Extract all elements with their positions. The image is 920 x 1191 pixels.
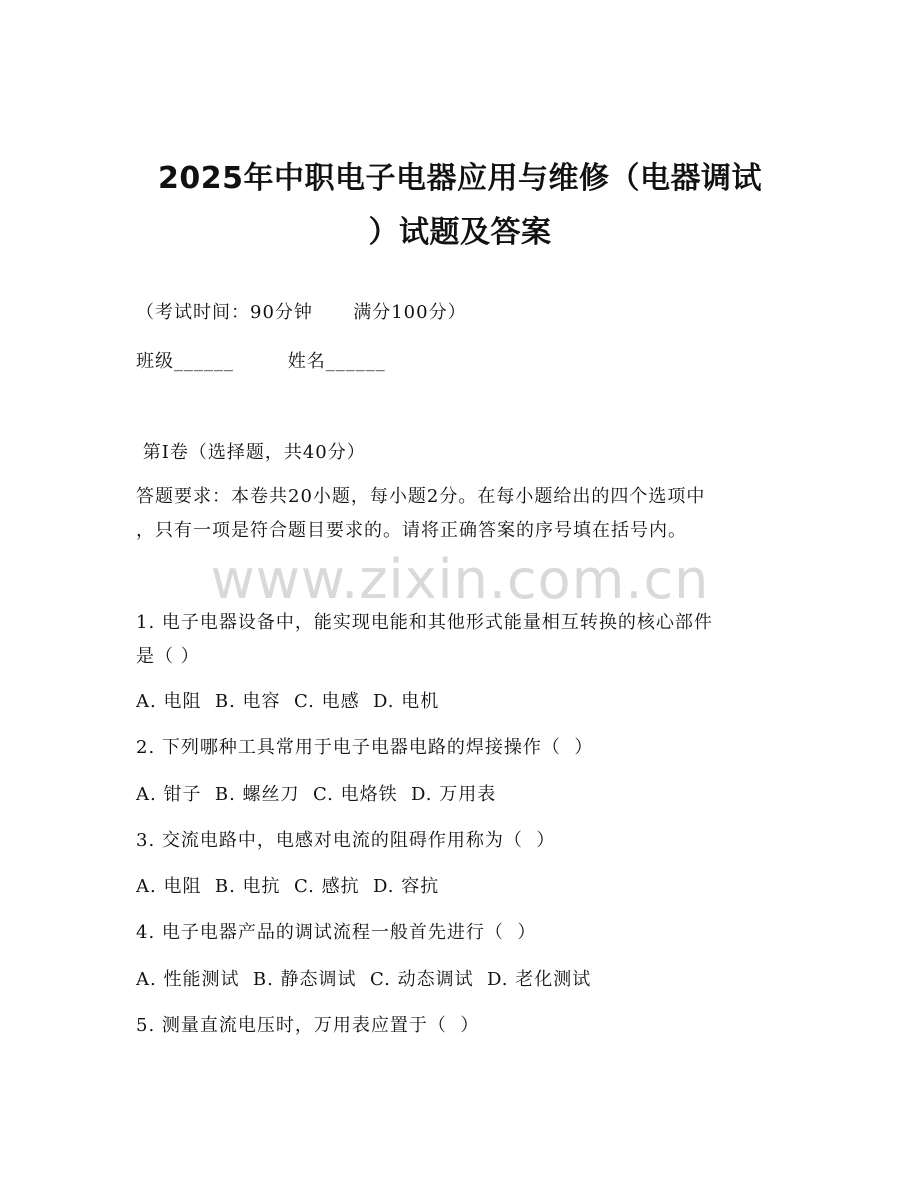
question-2-options: A. 钳子 B. 螺丝刀 C. 电烙铁 D. 万用表 [136,784,497,805]
exam-info: （考试时间：90分钟 满分100分） [136,302,467,323]
question-4-options: A. 性能测试 B. 静态调试 C. 动态调试 D. 老化测试 [136,969,592,990]
watermark: www.zixin.com.cn [210,548,710,611]
title-line-1: 2025年中职电子电器应用与维修（电器调试 [158,161,762,196]
question-1 [136,606,786,674]
question-1-stem-line-2: 是（ ） [136,646,200,667]
instructions-line-1: 答题要求：本卷共20小题，每小题2分。在每小题给出的四个选项中 [136,486,706,507]
instructions-line-2: ，只有一项是符合题目要求的。请将正确答案的序号填在括号内。 [136,520,687,541]
section-title: 第I卷（选择题，共40分） [136,442,366,463]
instructions [136,480,786,548]
question-4-stem: 4. 电子电器产品的调试流程一般首先进行（ ） [136,922,537,943]
page-title [120,152,800,260]
class-name-line: 班级______ 姓名______ [136,351,386,372]
question-3-stem: 3. 交流电路中，电感对电流的阻碍作用称为（ ） [136,830,556,851]
title-line-2: ）试题及答案 [368,215,552,250]
question-5-stem: 5. 测量直流电压时，万用表应置于（ ） [136,1015,480,1036]
question-1-stem-line-1: 1. 电子电器设备中，能实现电能和其他形式能量相互转换的核心部件 [136,612,713,633]
question-1-options: A. 电阻 B. 电容 C. 电感 D. 电机 [136,691,440,712]
question-2-stem: 2. 下列哪种工具常用于电子电器电路的焊接操作（ ） [136,737,594,758]
question-3-options: A. 电阻 B. 电抗 C. 感抗 D. 容抗 [136,876,440,897]
